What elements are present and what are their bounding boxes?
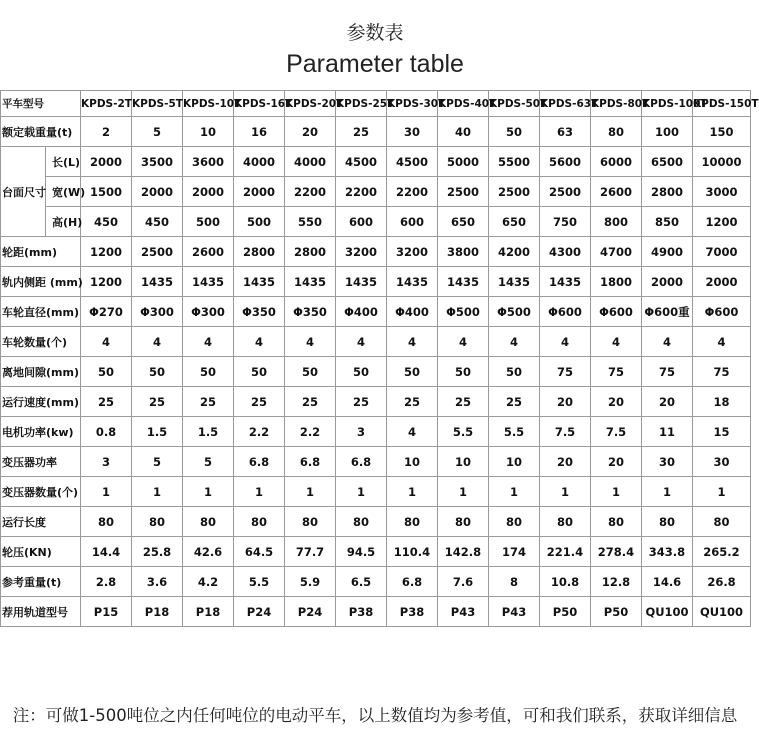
row-label: 轨内侧距 (mm) <box>1 267 81 297</box>
model-header-cell: KPDS-25T <box>336 91 387 117</box>
value-cell: 3 <box>336 417 387 447</box>
value-cell: 50 <box>234 357 285 387</box>
model-header-cell: KPDS-63T <box>540 91 591 117</box>
value-cell: Φ350 <box>285 297 336 327</box>
value-cell: 3800 <box>438 237 489 267</box>
value-cell: 6.8 <box>234 447 285 477</box>
value-cell: 5.5 <box>489 417 540 447</box>
value-cell: 174 <box>489 537 540 567</box>
value-cell: 4 <box>540 327 591 357</box>
value-cell: 80 <box>438 507 489 537</box>
value-cell: 278.4 <box>591 537 642 567</box>
value-cell: 1 <box>234 477 285 507</box>
value-cell: 25 <box>336 117 387 147</box>
value-cell: 0.8 <box>81 417 132 447</box>
value-cell: 8 <box>489 567 540 597</box>
value-cell: 80 <box>489 507 540 537</box>
value-cell: 6.5 <box>336 567 387 597</box>
value-cell: 2000 <box>183 177 234 207</box>
row-label: 参考重量(t) <box>1 567 81 597</box>
value-cell: 20 <box>540 447 591 477</box>
value-cell: 25 <box>387 387 438 417</box>
value-cell: 1 <box>183 477 234 507</box>
value-cell: Φ600重 <box>642 297 693 327</box>
platform-sub-label: 宽(W) <box>46 177 81 207</box>
value-cell: 4 <box>693 327 751 357</box>
value-cell: 1.5 <box>132 417 183 447</box>
value-cell: 110.4 <box>387 537 438 567</box>
value-cell: 142.8 <box>438 537 489 567</box>
value-cell: 2000 <box>234 177 285 207</box>
value-cell: Φ400 <box>387 297 438 327</box>
model-header-cell: KPDS-2T <box>81 91 132 117</box>
value-cell: 50 <box>183 357 234 387</box>
value-cell: P43 <box>489 597 540 627</box>
value-cell: 12.8 <box>591 567 642 597</box>
value-cell: 1 <box>642 477 693 507</box>
value-cell: Φ600 <box>591 297 642 327</box>
value-cell: 7000 <box>693 237 751 267</box>
value-cell: 1500 <box>81 177 132 207</box>
table-row <box>1 477 751 507</box>
value-cell: 1435 <box>183 267 234 297</box>
table-row <box>1 297 751 327</box>
value-cell: 650 <box>438 207 489 237</box>
value-cell: P50 <box>540 597 591 627</box>
value-cell: 20 <box>642 387 693 417</box>
table-row <box>1 237 751 267</box>
value-cell: 2.2 <box>285 417 336 447</box>
value-cell: 1 <box>387 477 438 507</box>
value-cell: 2.2 <box>234 417 285 447</box>
value-cell: 1435 <box>540 267 591 297</box>
value-cell: 2200 <box>387 177 438 207</box>
value-cell: 18 <box>693 387 751 417</box>
value-cell: 1435 <box>336 267 387 297</box>
value-cell: 6.8 <box>387 567 438 597</box>
value-cell: 1 <box>132 477 183 507</box>
row-label: 运行速度(mm) <box>1 387 81 417</box>
value-cell: 4300 <box>540 237 591 267</box>
value-cell: 63 <box>540 117 591 147</box>
model-header-cell: KPDS-40T <box>438 91 489 117</box>
value-cell: 64.5 <box>234 537 285 567</box>
value-cell: 2200 <box>285 177 336 207</box>
value-cell: 80 <box>81 507 132 537</box>
value-cell: 4 <box>438 327 489 357</box>
value-cell: 4500 <box>387 147 438 177</box>
value-cell: 80 <box>693 507 751 537</box>
value-cell: QU100 <box>642 597 693 627</box>
model-header-cell: KPDS-16T <box>234 91 285 117</box>
value-cell: 1200 <box>81 237 132 267</box>
value-cell: 5.5 <box>438 417 489 447</box>
value-cell: 2500 <box>438 177 489 207</box>
row-label: 离地间隙(mm) <box>1 357 81 387</box>
value-cell: 15 <box>693 417 751 447</box>
value-cell: 4 <box>591 327 642 357</box>
value-cell: 6.8 <box>285 447 336 477</box>
value-cell: 80 <box>183 507 234 537</box>
value-cell: 10 <box>183 117 234 147</box>
value-cell: 1.5 <box>183 417 234 447</box>
value-cell: 1435 <box>132 267 183 297</box>
value-cell: 80 <box>234 507 285 537</box>
value-cell: 80 <box>540 507 591 537</box>
value-cell: 7.5 <box>540 417 591 447</box>
value-cell: 80 <box>642 507 693 537</box>
value-cell: 10 <box>387 447 438 477</box>
value-cell: 4 <box>234 327 285 357</box>
table-row <box>1 357 751 387</box>
value-cell: 4000 <box>234 147 285 177</box>
value-cell: 4 <box>183 327 234 357</box>
value-cell: 1 <box>489 477 540 507</box>
value-cell: 7.6 <box>438 567 489 597</box>
value-cell: 600 <box>387 207 438 237</box>
value-cell: 25 <box>81 387 132 417</box>
value-cell: P24 <box>234 597 285 627</box>
value-cell: P38 <box>336 597 387 627</box>
value-cell: 25 <box>132 387 183 417</box>
platform-sub-label: 长(L) <box>46 147 81 177</box>
table-row <box>1 147 751 177</box>
row-label: 变压器功率 <box>1 447 81 477</box>
model-header-cell: KPDS-100T <box>642 91 693 117</box>
value-cell: 50 <box>336 357 387 387</box>
page-title-en: Parameter table <box>286 50 464 78</box>
value-cell: 26.8 <box>693 567 751 597</box>
value-cell: 1200 <box>81 267 132 297</box>
value-cell: 20 <box>540 387 591 417</box>
value-cell: 4500 <box>336 147 387 177</box>
row-label: 轮压(KN) <box>1 537 81 567</box>
value-cell: 3000 <box>693 177 751 207</box>
value-cell: 265.2 <box>693 537 751 567</box>
value-cell: 10000 <box>693 147 751 177</box>
page-title-cn: 参数表 <box>346 22 404 44</box>
header-label: 平车型号 <box>1 91 81 117</box>
value-cell: P18 <box>183 597 234 627</box>
value-cell: 2200 <box>336 177 387 207</box>
table-row <box>1 447 751 477</box>
value-cell: 1 <box>81 477 132 507</box>
value-cell: 1800 <box>591 267 642 297</box>
value-cell: 2.8 <box>81 567 132 597</box>
platform-size-label: 台面尺寸 <box>1 147 46 237</box>
value-cell: 10 <box>489 447 540 477</box>
value-cell: Φ300 <box>183 297 234 327</box>
value-cell: 50 <box>81 357 132 387</box>
value-cell: 2800 <box>642 177 693 207</box>
value-cell: 850 <box>642 207 693 237</box>
value-cell: 5 <box>183 447 234 477</box>
value-cell: 1200 <box>693 207 751 237</box>
table-row <box>1 507 751 537</box>
value-cell: 7.5 <box>591 417 642 447</box>
value-cell: P38 <box>387 597 438 627</box>
value-cell: 40 <box>438 117 489 147</box>
value-cell: 3500 <box>132 147 183 177</box>
value-cell: 1435 <box>387 267 438 297</box>
value-cell: 4900 <box>642 237 693 267</box>
value-cell: 4 <box>642 327 693 357</box>
row-label: 车轮直径(mm) <box>1 297 81 327</box>
value-cell: 4 <box>489 327 540 357</box>
row-label: 电机功率(kw) <box>1 417 81 447</box>
value-cell: 4 <box>387 417 438 447</box>
value-cell: 343.8 <box>642 537 693 567</box>
table-row <box>1 267 751 297</box>
value-cell: 42.6 <box>183 537 234 567</box>
table-row <box>1 387 751 417</box>
model-header-cell: KPDS-20T <box>285 91 336 117</box>
value-cell: 4.2 <box>183 567 234 597</box>
value-cell: P18 <box>132 597 183 627</box>
value-cell: 14.4 <box>81 537 132 567</box>
value-cell: 30 <box>387 117 438 147</box>
value-cell: 2 <box>81 117 132 147</box>
value-cell: 4 <box>132 327 183 357</box>
value-cell: 2600 <box>591 177 642 207</box>
value-cell: 77.7 <box>285 537 336 567</box>
value-cell: 25 <box>183 387 234 417</box>
value-cell: 50 <box>132 357 183 387</box>
value-cell: 2800 <box>234 237 285 267</box>
model-header-cell: KPDS-80T <box>591 91 642 117</box>
value-cell: 800 <box>591 207 642 237</box>
value-cell: 2000 <box>693 267 751 297</box>
value-cell: 25 <box>336 387 387 417</box>
value-cell: P24 <box>285 597 336 627</box>
value-cell: 11 <box>642 417 693 447</box>
value-cell: 750 <box>540 207 591 237</box>
table-header-row <box>1 91 751 117</box>
value-cell: 1 <box>285 477 336 507</box>
model-header-cell: KPDS-10T <box>183 91 234 117</box>
value-cell: 5.5 <box>234 567 285 597</box>
value-cell: 1435 <box>489 267 540 297</box>
value-cell: 20 <box>285 117 336 147</box>
value-cell: Φ500 <box>489 297 540 327</box>
row-label: 轮距(mm) <box>1 237 81 267</box>
value-cell: 1 <box>540 477 591 507</box>
model-header-cell: KPDS-5T <box>132 91 183 117</box>
value-cell: 30 <box>642 447 693 477</box>
table-row <box>1 417 751 447</box>
value-cell: 5.9 <box>285 567 336 597</box>
value-cell: 3200 <box>336 237 387 267</box>
value-cell: 2600 <box>183 237 234 267</box>
value-cell: 650 <box>489 207 540 237</box>
value-cell: Φ600 <box>693 297 751 327</box>
row-label: 荐用轨道型号 <box>1 597 81 627</box>
value-cell: 6.8 <box>336 447 387 477</box>
value-cell: 10.8 <box>540 567 591 597</box>
value-cell: 25 <box>234 387 285 417</box>
model-header-cell: KPDS-50T <box>489 91 540 117</box>
row-label: 车轮数量(个) <box>1 327 81 357</box>
value-cell: 4000 <box>285 147 336 177</box>
value-cell: 30 <box>693 447 751 477</box>
value-cell: 4 <box>387 327 438 357</box>
value-cell: 25.8 <box>132 537 183 567</box>
value-cell: Φ350 <box>234 297 285 327</box>
model-header-cell: KPDS-30T <box>387 91 438 117</box>
value-cell: 4200 <box>489 237 540 267</box>
value-cell: 25 <box>438 387 489 417</box>
value-cell: 2000 <box>81 147 132 177</box>
value-cell: 2500 <box>132 237 183 267</box>
value-cell: 5500 <box>489 147 540 177</box>
value-cell: 50 <box>489 117 540 147</box>
value-cell: 221.4 <box>540 537 591 567</box>
value-cell: 4 <box>285 327 336 357</box>
row-label: 变压器数量(个) <box>1 477 81 507</box>
value-cell: 20 <box>591 387 642 417</box>
table-row <box>1 327 751 357</box>
value-cell: 5 <box>132 447 183 477</box>
value-cell: 3600 <box>183 147 234 177</box>
footnote: 注：可做1-500吨位之内任何吨位的电动平车，以上数值均为参考值，可和我们联系，获取详细信息 <box>12 706 738 725</box>
value-cell: 4700 <box>591 237 642 267</box>
value-cell: 50 <box>285 357 336 387</box>
value-cell: 50 <box>387 357 438 387</box>
value-cell: 1 <box>693 477 751 507</box>
parameter-table <box>0 90 759 627</box>
table-row <box>1 537 751 567</box>
value-cell: 75 <box>540 357 591 387</box>
value-cell: 4 <box>81 327 132 357</box>
value-cell: 50 <box>489 357 540 387</box>
value-cell: 450 <box>132 207 183 237</box>
value-cell: 1435 <box>285 267 336 297</box>
value-cell: 75 <box>693 357 751 387</box>
value-cell: QU100 <box>693 597 751 627</box>
value-cell: 2800 <box>285 237 336 267</box>
value-cell: 14.6 <box>642 567 693 597</box>
table-row <box>1 207 751 237</box>
value-cell: 20 <box>591 447 642 477</box>
value-cell: 25 <box>285 387 336 417</box>
value-cell: 5 <box>132 117 183 147</box>
value-cell: 500 <box>234 207 285 237</box>
value-cell: Φ270 <box>81 297 132 327</box>
row-label: 运行长度 <box>1 507 81 537</box>
value-cell: 16 <box>234 117 285 147</box>
row-label: 额定载重量(t) <box>1 117 81 147</box>
value-cell: 2000 <box>642 267 693 297</box>
value-cell: 1435 <box>438 267 489 297</box>
value-cell: 75 <box>642 357 693 387</box>
value-cell: 75 <box>591 357 642 387</box>
value-cell: 80 <box>336 507 387 537</box>
value-cell: 6500 <box>642 147 693 177</box>
value-cell: Φ600 <box>540 297 591 327</box>
value-cell: 6000 <box>591 147 642 177</box>
value-cell: 550 <box>285 207 336 237</box>
value-cell: 5000 <box>438 147 489 177</box>
model-header-cell: KPDS-150T <box>693 91 751 117</box>
value-cell: 3.6 <box>132 567 183 597</box>
table-row <box>1 567 751 597</box>
value-cell: 3 <box>81 447 132 477</box>
value-cell: 50 <box>438 357 489 387</box>
value-cell: 1 <box>336 477 387 507</box>
table-row <box>1 597 751 627</box>
value-cell: Φ300 <box>132 297 183 327</box>
value-cell: 80 <box>387 507 438 537</box>
value-cell: 3200 <box>387 237 438 267</box>
value-cell: 80 <box>285 507 336 537</box>
table-row <box>1 177 751 207</box>
value-cell: 100 <box>642 117 693 147</box>
value-cell: 1 <box>438 477 489 507</box>
value-cell: 150 <box>693 117 751 147</box>
value-cell: 2500 <box>540 177 591 207</box>
value-cell: 1 <box>591 477 642 507</box>
value-cell: Φ400 <box>336 297 387 327</box>
value-cell: 80 <box>591 507 642 537</box>
table-row <box>1 117 751 147</box>
platform-sub-label: 高(H) <box>46 207 81 237</box>
value-cell: 1435 <box>234 267 285 297</box>
value-cell: 600 <box>336 207 387 237</box>
value-cell: 10 <box>438 447 489 477</box>
value-cell: 2000 <box>132 177 183 207</box>
value-cell: P15 <box>81 597 132 627</box>
value-cell: P43 <box>438 597 489 627</box>
value-cell: 4 <box>336 327 387 357</box>
value-cell: 5600 <box>540 147 591 177</box>
value-cell: 450 <box>81 207 132 237</box>
value-cell: 500 <box>183 207 234 237</box>
value-cell: 80 <box>132 507 183 537</box>
value-cell: P50 <box>591 597 642 627</box>
value-cell: 80 <box>591 117 642 147</box>
value-cell: Φ500 <box>438 297 489 327</box>
value-cell: 2500 <box>489 177 540 207</box>
value-cell: 25 <box>489 387 540 417</box>
value-cell: 94.5 <box>336 537 387 567</box>
